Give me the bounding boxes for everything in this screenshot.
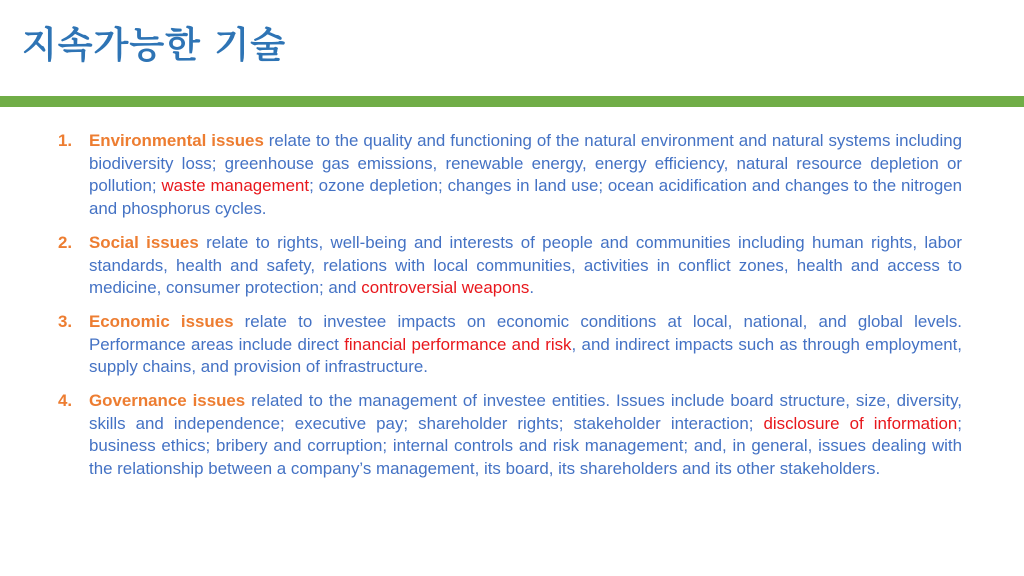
issue-number: 4. bbox=[58, 391, 73, 411]
issue-item-environmental bbox=[58, 130, 962, 221]
title-divider bbox=[0, 96, 1024, 107]
issue-number: 2. bbox=[58, 232, 73, 252]
issue-number: 3. bbox=[58, 311, 73, 331]
issue-text: ; business ethics; bribery and corruption; internal controls and risk management; and, in general, issues dealing with the relationship between a company’s management, its board, its shareholders and its other stakeholders. bbox=[89, 413, 962, 479]
issue-term: Governance issues bbox=[89, 391, 246, 411]
issue-text: ; ozone depletion; changes in land use; ocean acidification and changes to the nitrogen and phosphorus cycles. bbox=[89, 176, 963, 219]
issue-number: 1. bbox=[58, 131, 73, 150]
issue-highlight: waste management bbox=[161, 176, 310, 196]
issue-text: relate to rights, well-being and interests of people and communities including human rights, labor standards, health and safety, relations with local communities, activities in conflict zones, health and access to medicine, consumer protection; and bbox=[89, 232, 962, 298]
issues-list bbox=[58, 130, 962, 492]
issue-term: Economic issues bbox=[89, 311, 234, 331]
issue-text: relate to the quality and functioning of the natural environment and natural systems including biodiversity loss; greenhouse gas emissions, renewable energy, energy efficiency, natural resource depletion or pollution; bbox=[89, 131, 962, 196]
issue-item-governance bbox=[58, 390, 962, 481]
issue-highlight: controversial weapons bbox=[361, 278, 530, 298]
issue-item-economic bbox=[58, 311, 962, 379]
issue-text: . bbox=[529, 278, 535, 298]
slide-title: 지속가능한 기술 bbox=[22, 25, 286, 66]
issue-text: relate to investee impacts on economic conditions at local, national, and global levels. Performance areas include direct bbox=[89, 311, 962, 354]
issue-text: related to the management of investee entities. Issues include board structure, size, diversity, skills and independence; executive pay; shareholder rights; stakeholder interaction; bbox=[89, 391, 962, 433]
issue-item-social bbox=[58, 232, 962, 300]
issue-highlight: financial performance and risk bbox=[344, 334, 572, 354]
issue-term: Social issues bbox=[89, 232, 199, 252]
issue-text: , and indirect impacts such as through employment, supply chains, and provision of infrastructure. bbox=[89, 334, 962, 377]
issue-highlight: disclosure of information bbox=[763, 413, 958, 433]
issue-term: Environmental issues bbox=[89, 131, 264, 150]
